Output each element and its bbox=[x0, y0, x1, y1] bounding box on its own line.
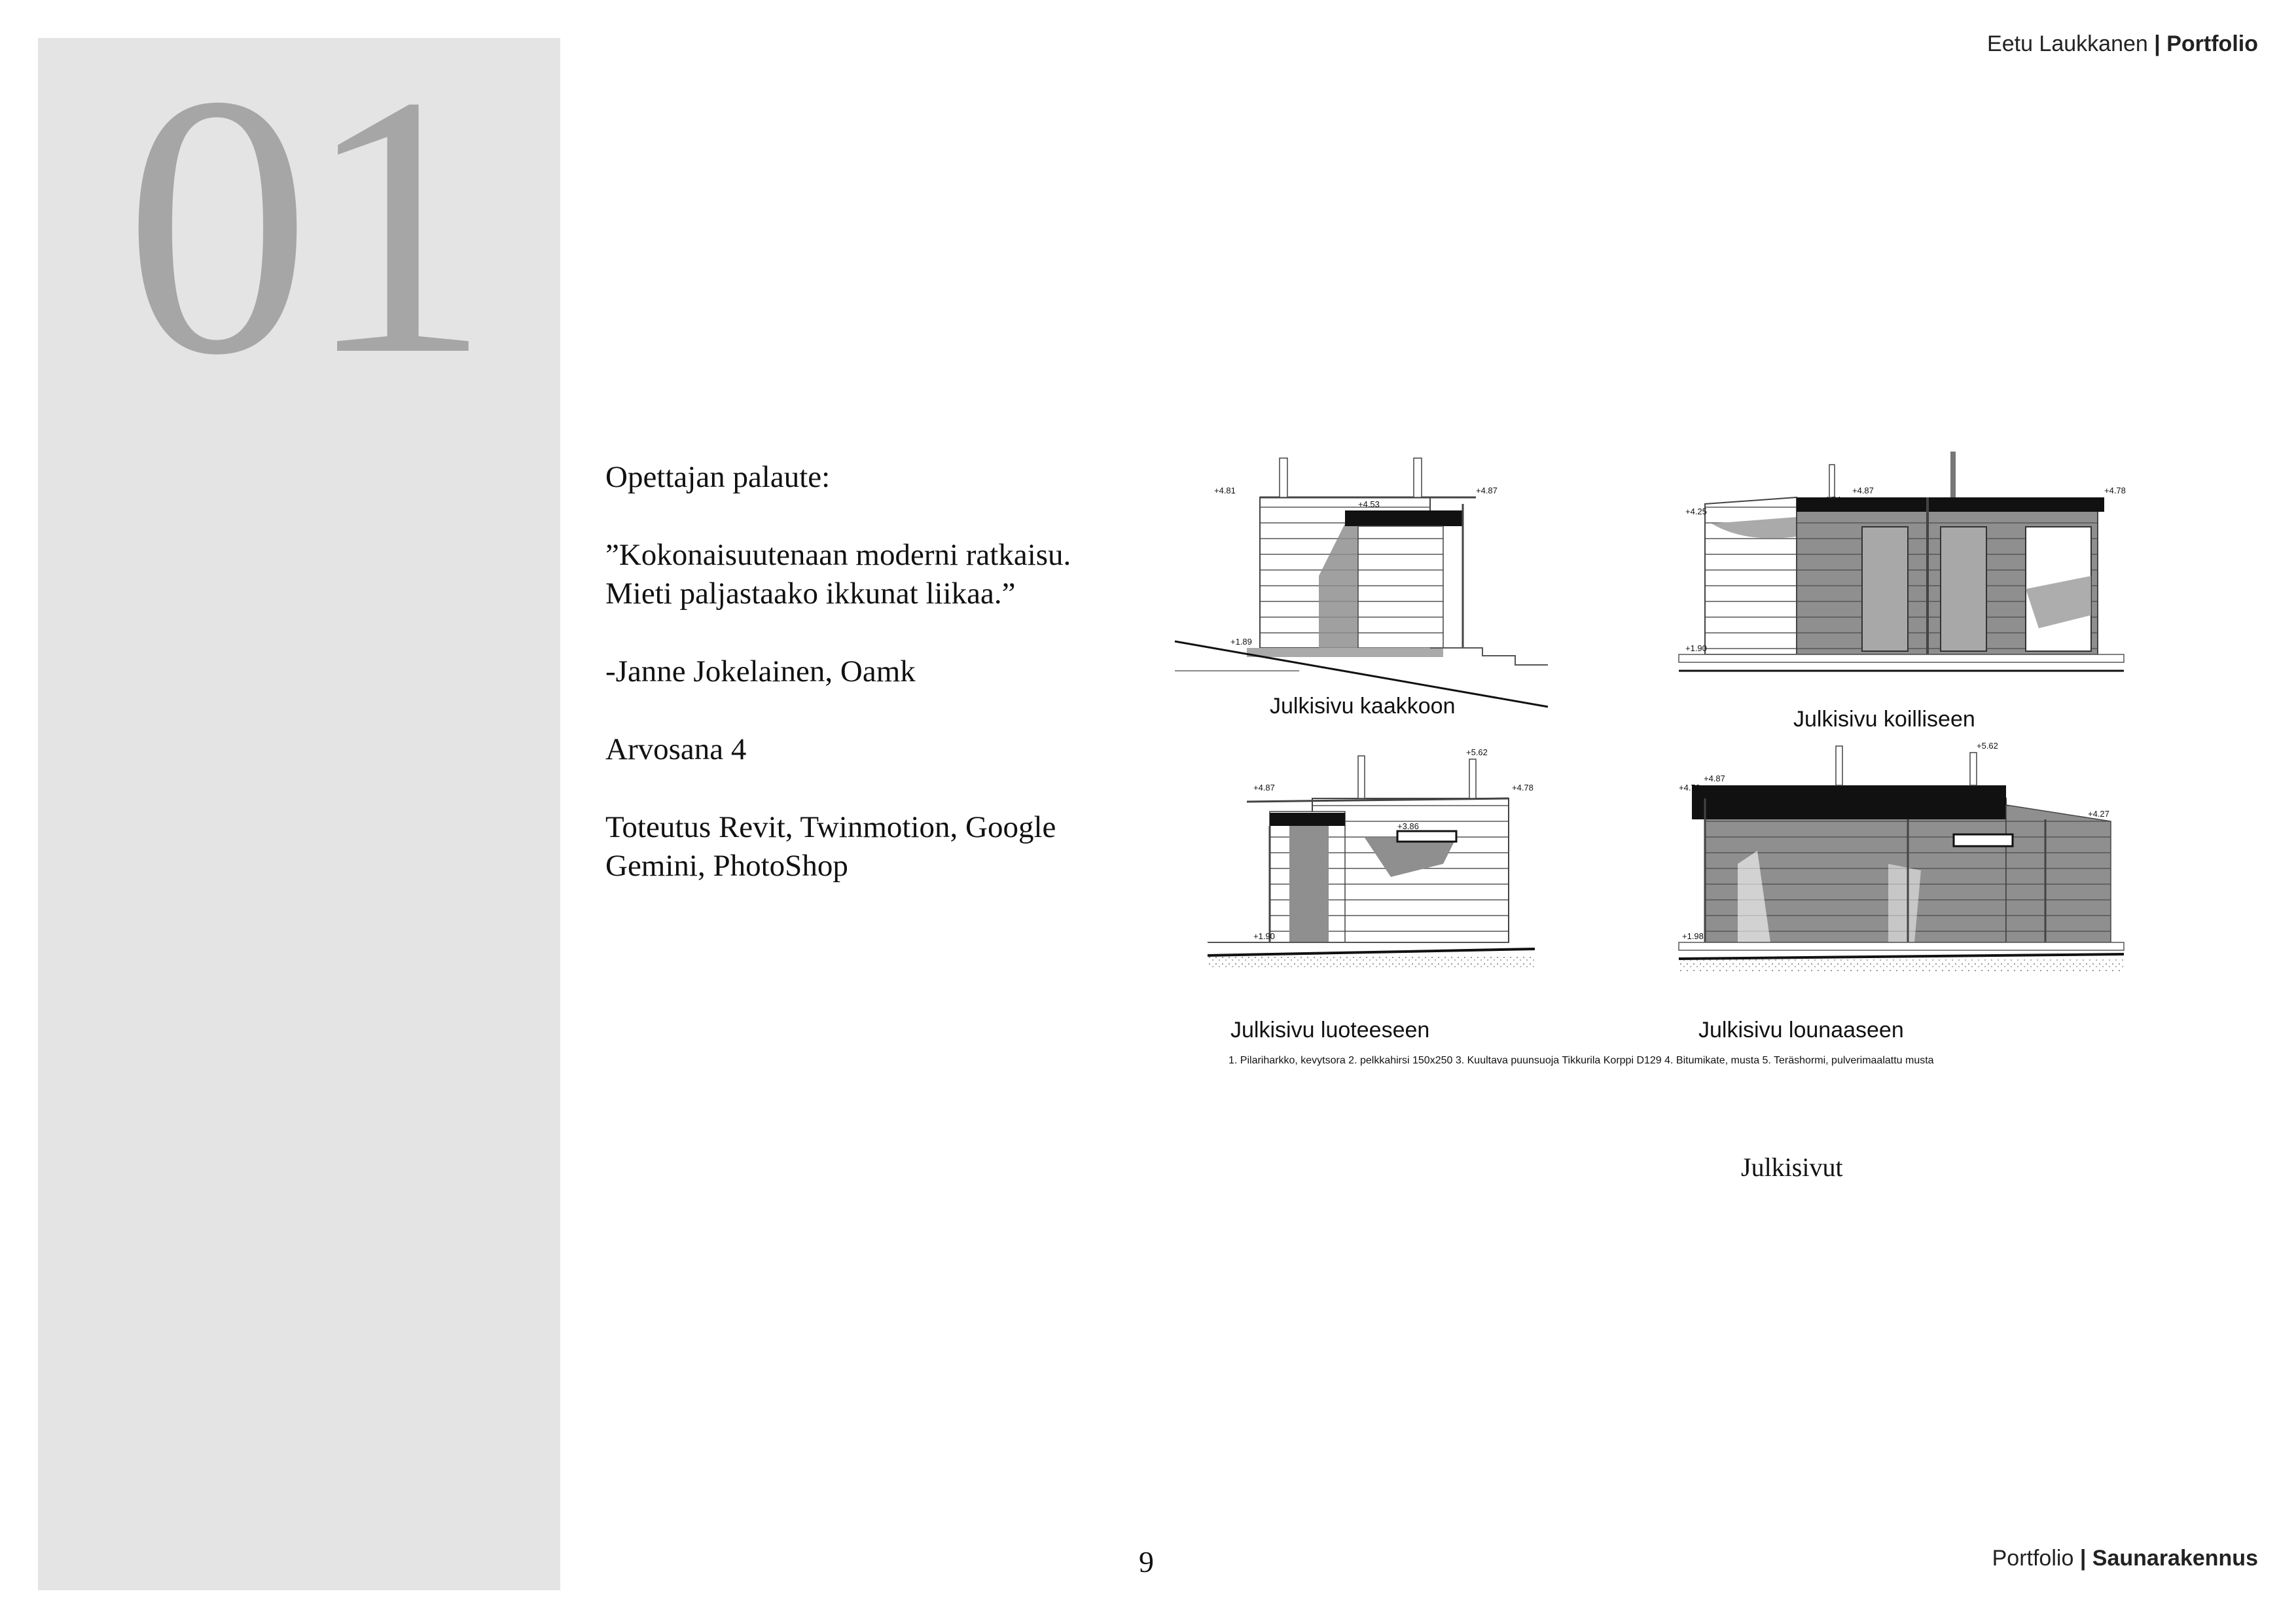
ne-level-3: +4.25 bbox=[1685, 507, 1707, 516]
footer-separator: | bbox=[2079, 1546, 2087, 1571]
nw-level-2: +5.62 bbox=[1466, 747, 1488, 757]
tools-line-2: Gemini, PhotoShop bbox=[605, 849, 848, 883]
figure-caption: Julkisivut bbox=[1741, 1152, 1843, 1182]
feedback-heading: Opettajan palaute: bbox=[605, 460, 831, 494]
tools-line-1: Toteutus Revit, Twinmotion, Google bbox=[605, 810, 1056, 844]
footer-project: Saunarakennus bbox=[2092, 1546, 2258, 1571]
sw-level-3: +5.62 bbox=[1977, 741, 1998, 751]
elevation-ne bbox=[1679, 452, 2126, 732]
grade: Arvosana 4 bbox=[605, 732, 747, 766]
sw-level-2: +4.87 bbox=[1704, 774, 1725, 783]
feedback-author: -Janne Jokelainen, Oamk bbox=[605, 654, 916, 688]
ne-level-4: +4.78 bbox=[2104, 486, 2126, 495]
sw-level-1: +4.78 bbox=[1679, 783, 1700, 793]
ne-level-5: +1.90 bbox=[1685, 643, 1707, 653]
section-number: 01 bbox=[124, 19, 484, 432]
header-separator: | bbox=[2154, 31, 2161, 56]
sw-level-5: +1.98 bbox=[1682, 931, 1704, 941]
elevation-nw bbox=[1208, 747, 1535, 1043]
quote-line-2: Mieti paljastaako ikkunat liikaa.” bbox=[605, 577, 1016, 611]
nw-level-3: +4.78 bbox=[1512, 783, 1534, 793]
se-level-2: +4.53 bbox=[1358, 499, 1380, 509]
feedback-quote bbox=[605, 536, 1181, 613]
feedback-block bbox=[605, 458, 1181, 925]
header-label: Portfolio bbox=[2166, 31, 2258, 56]
materials-legend: 1. Pilariharkko, kevytsora 2. pelkkahirsi 150x250 3. Kuultava puunsuoja Tikkurila Korppi D129 4. Bitumikate, musta 5. Teräshormi, pulverimaalattu musta bbox=[1229, 1055, 1934, 1066]
page-number: 9 bbox=[1139, 1545, 1154, 1578]
elevation-sw bbox=[1679, 741, 2124, 1043]
sw-title: Julkisivu lounaaseen bbox=[1698, 1018, 1904, 1043]
ne-level-1: +4.87 bbox=[1852, 486, 1874, 495]
header-author: Eetu Laukkanen bbox=[1987, 31, 2148, 56]
elevations-figure bbox=[1168, 445, 2229, 1086]
se-level-3: +4.87 bbox=[1476, 486, 1498, 495]
nw-level-5: +1.90 bbox=[1253, 931, 1275, 941]
ne-level-2: +4.54 bbox=[1820, 495, 1841, 505]
footer-label: Portfolio bbox=[1992, 1546, 2074, 1571]
sw-level-4: +4.27 bbox=[2088, 809, 2109, 819]
elevations-drawing bbox=[1168, 445, 2229, 1086]
elevation-se bbox=[1175, 458, 1548, 719]
quote-line-1: ”Kokonaisuutenaan moderni ratkaisu. bbox=[605, 538, 1071, 572]
tools bbox=[605, 808, 1181, 885]
nw-title: Julkisivu luoteeseen bbox=[1230, 1018, 1430, 1043]
nw-level-4: +3.86 bbox=[1397, 821, 1419, 831]
nw-level-1: +4.87 bbox=[1253, 783, 1275, 793]
ne-title: Julkisivu koilliseen bbox=[1793, 707, 1975, 732]
se-title: Julkisivu kaakkoon bbox=[1270, 694, 1456, 719]
page-footer bbox=[1992, 1546, 2258, 1571]
se-level-1: +4.81 bbox=[1214, 486, 1236, 495]
page-header bbox=[1987, 31, 2258, 57]
se-level-4: +1.89 bbox=[1230, 637, 1252, 647]
